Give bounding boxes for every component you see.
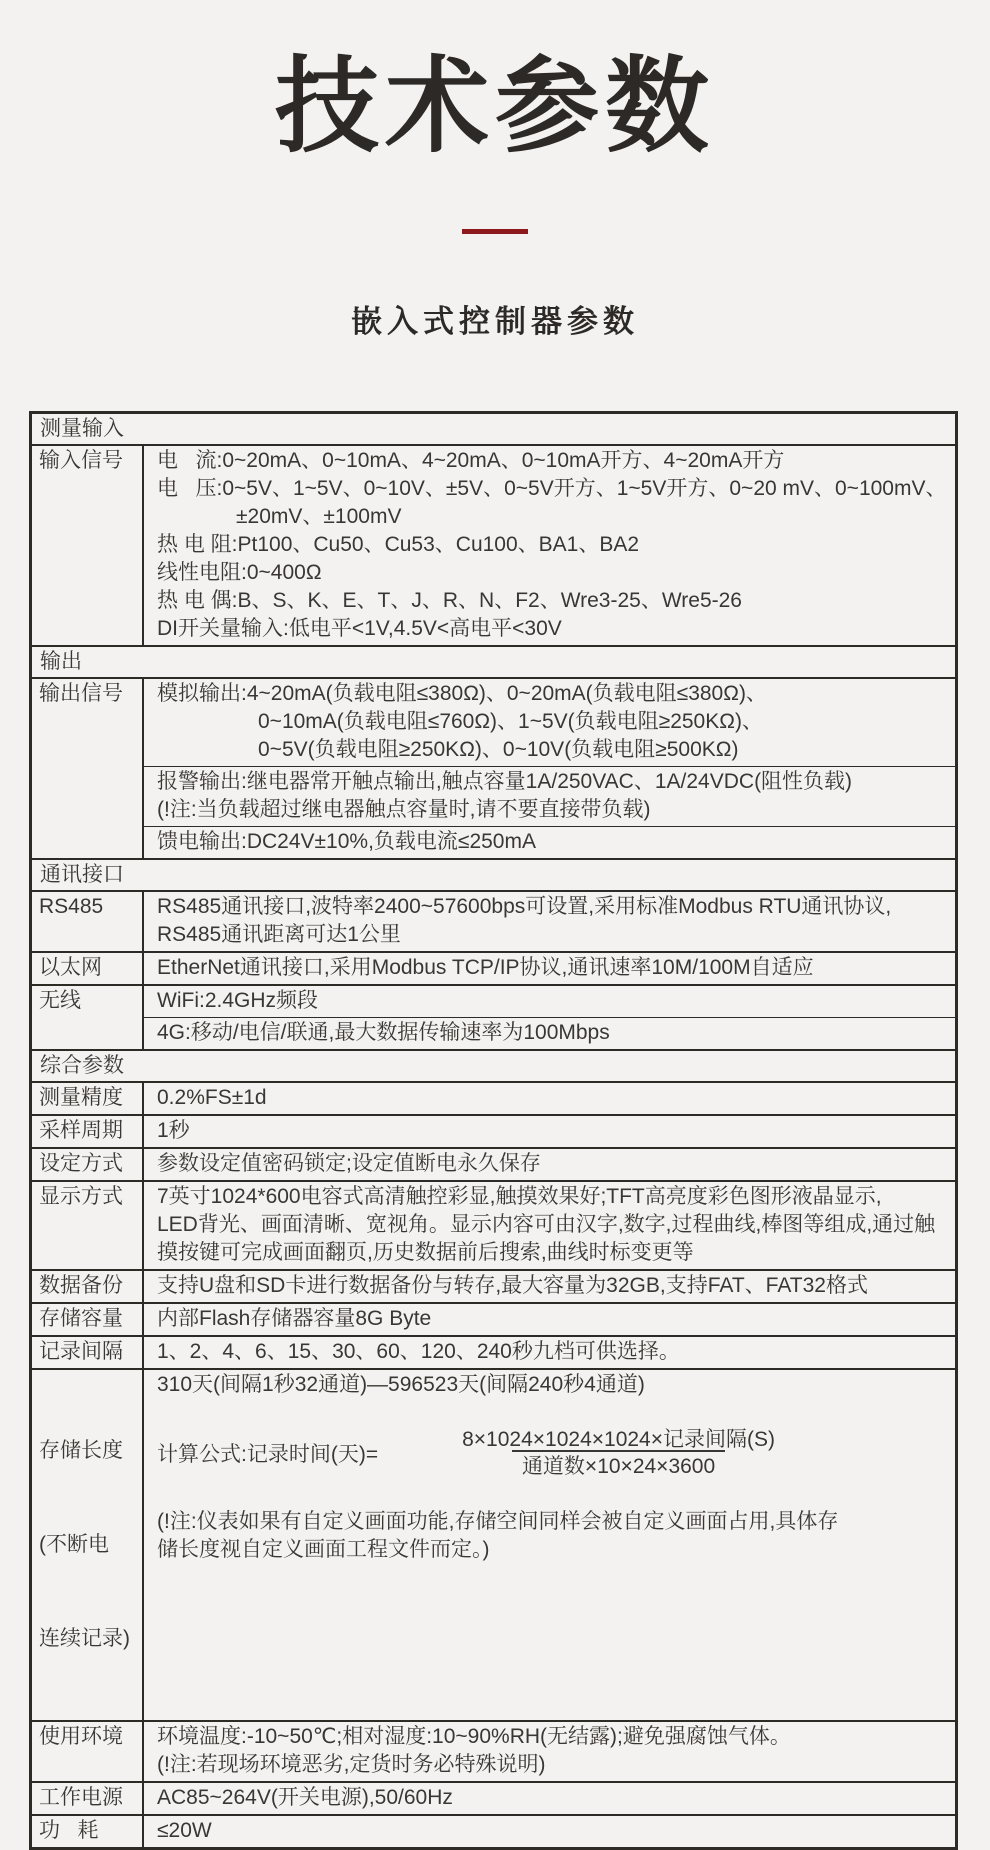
storage-label-line: (不断电 xyxy=(39,1532,109,1556)
title-divider xyxy=(462,229,528,234)
spec-line-environment: 环境温度:-10~50℃;相对湿度:10~90%RH(无结露);避免强腐蚀气体。 xyxy=(157,1724,791,1748)
row-ethernet xyxy=(32,951,955,984)
alarm-output-cell xyxy=(144,766,955,826)
row-label-rs485: RS485 xyxy=(32,892,144,951)
row-label-power: 工作电源 xyxy=(32,1783,144,1814)
spec-line-4g: 4G:移动/电信/联通,最大数据传输速率为100Mbps xyxy=(157,1020,610,1044)
storage-formula xyxy=(157,1402,947,1504)
input-signal-cell xyxy=(144,446,955,645)
sampling-cell xyxy=(144,1116,955,1147)
row-capacity xyxy=(32,1302,955,1335)
feed-output-cell xyxy=(144,826,955,858)
spec-line-voltage-cont: ±20mV、±100mV xyxy=(236,504,402,528)
spec-line-display-cont: 摸按键可完成画面翻页,历史数据前后搜索,曲线时标变更等 xyxy=(157,1240,694,1264)
spec-line-environment-note: (!注:若现场环境恶劣,定货时务必特殊说明) xyxy=(157,1752,546,1776)
wifi-cell xyxy=(144,986,955,1017)
row-power xyxy=(32,1781,955,1814)
spec-line-analog-output: 模拟输出:4~20mA(负载电阻≤380Ω)、0~20mA(负载电阻≤380Ω)、 xyxy=(157,681,767,705)
ethernet-cell xyxy=(144,953,955,984)
row-display xyxy=(32,1180,955,1269)
row-setting xyxy=(32,1147,955,1180)
accuracy-cell xyxy=(144,1083,955,1114)
spec-line-linear-resistance: 线性电阻:0~400Ω xyxy=(157,560,322,584)
storage-label-line: 连续记录) xyxy=(39,1626,130,1650)
row-label-output-signal: 输出信号 xyxy=(32,679,144,858)
spec-line-backup: 支持U盘和SD卡进行数据备份与转存,最大容量为32GB,支持FAT、FAT32格式 xyxy=(157,1273,868,1297)
row-label-capacity: 存储容量 xyxy=(32,1304,144,1335)
spec-line-alarm-note: (!注:当负载超过继电器触点容量时,请不要直接带负载) xyxy=(157,797,651,821)
row-label-ethernet: 以太网 xyxy=(32,953,144,984)
page-title: 技术参数 xyxy=(274,49,715,165)
storage-label-line: 存储长度 xyxy=(39,1438,123,1462)
formula-numerator: 8×1024×1024×1024×记录间隔(S) xyxy=(462,1427,775,1451)
spec-line-wifi: WiFi:2.4GHz频段 xyxy=(157,988,319,1012)
row-label-input-signal: 输入信号 xyxy=(32,446,144,645)
capacity-cell xyxy=(144,1304,955,1335)
spec-line-voltage: 电 压:0~5V、1~5V、0~10V、±5V、0~5V开方、1~5V开方、0~20 mV、0~100mV、 xyxy=(157,476,947,500)
spec-line-capacity: 内部Flash存储器容量8G Byte xyxy=(157,1306,432,1330)
consumption-cell xyxy=(144,1816,955,1847)
row-output-signal xyxy=(32,677,955,858)
row-label-sampling: 采样周期 xyxy=(32,1116,144,1147)
spec-line-rs485: RS485通讯接口,波特率2400~57600bps可设置,采用标准Modbus RTU通讯协议, xyxy=(157,894,892,918)
spec-line-alarm-output: 报警输出:继电器常开触点输出,触点容量1A/250VAC、1A/24VDC(阻性负载) xyxy=(157,769,853,793)
row-environment xyxy=(32,1720,955,1781)
interval-cell xyxy=(144,1337,955,1368)
formula-prefix: 计算公式:记录时间(天)= xyxy=(157,1442,379,1466)
row-consumption xyxy=(32,1814,955,1847)
row-label-environment: 使用环境 xyxy=(32,1722,144,1781)
row-wireless xyxy=(32,984,955,1049)
spec-line-feed-output: 馈电输出:DC24V±10%,负载电流≤250mA xyxy=(157,829,536,853)
row-label-accuracy: 测量精度 xyxy=(32,1083,144,1114)
row-backup xyxy=(32,1269,955,1302)
rs485-cell xyxy=(144,892,955,951)
page-subtitle: 嵌入式控制器参数 xyxy=(351,303,639,339)
spec-line-di-input: DI开关量输入:低电平<1V,4.5V<高电平<30V xyxy=(157,616,562,640)
row-label-consumption: 功 耗 xyxy=(32,1816,144,1847)
row-rs485 xyxy=(32,890,955,951)
section-header-output: 输出 xyxy=(32,645,955,677)
row-label-interval: 记录间隔 xyxy=(32,1337,144,1368)
spec-line-storage-note: (!注:仪表如果有自定义画面功能,存储空间同样会被自定义画面占用,具体存 xyxy=(157,1509,839,1533)
storage-length-cell xyxy=(144,1370,955,1566)
spec-line-sampling: 1秒 xyxy=(157,1118,190,1142)
cellular-cell xyxy=(144,1017,955,1049)
row-label-storage-length xyxy=(32,1370,144,1720)
spec-line-display-cont: LED背光、画面清晰、宽视角。显示内容可由汉字,数字,过程曲线,棒图等组成,通过触 xyxy=(157,1212,936,1236)
power-cell xyxy=(144,1783,955,1814)
spec-line-current: 电 流:0~20mA、0~10mA、4~20mA、0~10mA开方、4~20mA开方 xyxy=(157,448,785,472)
row-storage-length xyxy=(32,1368,955,1720)
spec-line-analog-output-cont: 0~10mA(负载电阻≤760Ω)、1~5V(负载电阻≥250KΩ)、 xyxy=(258,709,763,733)
row-label-display: 显示方式 xyxy=(32,1182,144,1269)
row-label-backup: 数据备份 xyxy=(32,1271,144,1302)
environment-cell xyxy=(144,1722,955,1781)
row-interval xyxy=(32,1335,955,1368)
spec-line-rtd: 热 电 阻:Pt100、Cu50、Cu53、Cu100、BA1、BA2 xyxy=(157,532,640,556)
analog-output-cell xyxy=(144,679,955,766)
spec-line-power: AC85~264V(开关电源),50/60Hz xyxy=(157,1785,453,1809)
backup-cell xyxy=(144,1271,955,1302)
section-header-comm: 通讯接口 xyxy=(32,858,955,890)
row-label-wireless: 无线 xyxy=(32,986,144,1049)
spec-line-storage-note-cont: 储长度视自定义画面工程文件而定。) xyxy=(157,1537,490,1561)
spec-line-thermocouple: 热 电 偶:B、S、K、E、T、J、R、N、F2、Wre3-25、Wre5-26 xyxy=(157,588,742,612)
section-header-measure-input: 测量输入 xyxy=(40,416,124,440)
spec-line-analog-output-cont: 0~5V(负载电阻≥250KΩ)、0~10V(负载电阻≥500KΩ) xyxy=(258,737,739,761)
spec-table xyxy=(29,411,958,1850)
formula-denominator: 通道数×10×24×3600 xyxy=(512,1450,725,1478)
section-header-general: 综合参数 xyxy=(32,1049,955,1081)
spec-line-setting: 参数设定值密码锁定;设定值断电永久保存 xyxy=(157,1151,541,1175)
spec-line-storage-range: 310天(间隔1秒32通道)—596523天(间隔240秒4通道) xyxy=(157,1372,645,1396)
row-label-setting: 设定方式 xyxy=(32,1149,144,1180)
row-accuracy xyxy=(32,1081,955,1114)
spec-line-accuracy: 0.2%FS±1d xyxy=(157,1085,267,1109)
formula-fraction xyxy=(382,1402,785,1504)
spec-line-ethernet: EtherNet通讯接口,采用Modbus TCP/IP协议,通讯速率10M/100M自适应 xyxy=(157,955,814,979)
spec-line-display: 7英寸1024*600电容式高清触控彩显,触摸效果好;TFT高亮度彩色图形液晶显示, xyxy=(157,1184,882,1208)
spec-line-interval: 1、2、4、6、15、30、60、120、240秒九档可供选择。 xyxy=(157,1339,680,1363)
spec-line-consumption: ≤20W xyxy=(157,1818,212,1842)
row-sampling xyxy=(32,1114,955,1147)
display-cell xyxy=(144,1182,955,1269)
setting-cell xyxy=(144,1149,955,1180)
row-input-signal xyxy=(32,444,955,645)
spec-line-rs485-cont: RS485通讯距离可达1公里 xyxy=(157,922,401,946)
